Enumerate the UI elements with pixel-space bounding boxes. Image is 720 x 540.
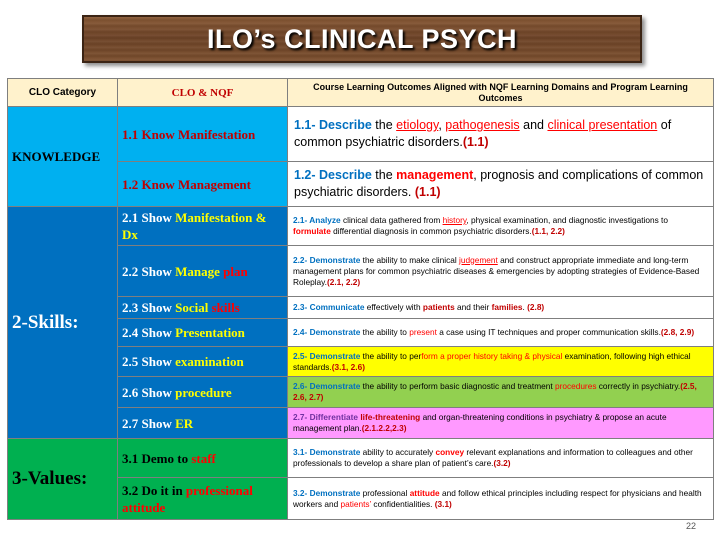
clo-label: 2.4 Show [122, 325, 176, 340]
outcome-ref: (3.1) [434, 498, 452, 509]
clo-label: 2.7 Show [122, 415, 176, 431]
outcome-verb: 2.1- Analyze [293, 215, 341, 225]
clo-label: 2.3 Show [122, 300, 176, 315]
outcome-text: professional [360, 487, 410, 498]
outcome-keyword: families [491, 302, 523, 312]
table-header-row [8, 79, 714, 107]
clo-2-1 [118, 207, 288, 246]
slide-title: ILO’s CLINICAL PSYCH [206, 23, 518, 54]
clo-label: 3.1 Demo to [122, 450, 192, 466]
outcome-keyword: history [442, 215, 467, 225]
outcome-verb: 2.5- Demonstrate [293, 350, 361, 361]
outcome-ref: (3.1, 2.6) [331, 361, 365, 372]
outcome-text: differential diagnosis in common psychiatric disorders. [330, 226, 532, 236]
clo-2-3 [118, 297, 288, 319]
outcome-verb: 1.2- Describe [294, 168, 372, 182]
outcome-keyword: life-threatening [360, 412, 421, 422]
clo-2-4 [118, 319, 288, 347]
category-skills: 2-Skills: [8, 207, 118, 439]
outcome-text: the ability to perform basic diagnostic and treatment [360, 381, 555, 391]
outcome-text: a case using IT techniques and proper communication skills. [436, 327, 661, 337]
clo-keyword: professional attitude [122, 482, 253, 515]
outcome-text: examination, following high ethical standards. [293, 350, 691, 372]
outcome-text: the ability to [360, 327, 410, 337]
outcome-2-3 [288, 297, 714, 319]
outcome-ref: (3.2) [493, 458, 511, 468]
outcome-keyword: clinical presentation [547, 118, 658, 132]
outcome-keyword: procedures [554, 381, 597, 391]
outcome-ref: (2.1.2.2,2.3) [361, 423, 407, 433]
outcome-text: the [371, 168, 397, 182]
outcome-2-6 [288, 377, 714, 408]
outcome-keyword: management [396, 168, 474, 182]
outcome-verb: 2.3- Communicate [293, 302, 365, 312]
outcome-text: and organ-threatening conditions in psychiatry & propose an acute management plan. [293, 412, 667, 433]
clo-label: 2.2 Show [122, 263, 176, 279]
outcome-text: the ability to make clinical [360, 254, 460, 265]
outcome-ref: (1.1) [414, 185, 441, 199]
category-knowledge: KNOWLEDGE [8, 107, 118, 207]
outcome-text: ability to accurately [360, 447, 436, 457]
clo-2-7 [118, 408, 288, 439]
clo-label: 1.2 Know Management [122, 176, 251, 192]
header-category: CLO Category [8, 79, 118, 107]
outcome-text: the ability to per [360, 350, 422, 361]
outcome-keyword: convey [435, 447, 465, 457]
outcome-text: correctly in psychiatry. [596, 381, 681, 391]
outcome-text: , prognosis and complications of common psychiatric disorders. [294, 168, 704, 199]
page-number: 22 [685, 521, 696, 531]
outcome-keyword: formulate [293, 226, 331, 236]
clo-keyword: skills [211, 300, 240, 315]
clo-keyword: ER [175, 415, 194, 431]
outcome-keyword: patients’ [340, 498, 372, 509]
clo-label: 3.2 Do it in [122, 482, 186, 498]
outcome-text: and their [454, 302, 492, 312]
outcome-ref: (1.1) [462, 135, 489, 149]
clo-keyword: plan [223, 263, 248, 279]
clo-3-1 [118, 439, 288, 478]
header-clo-nqf: CLO & NQF [118, 79, 288, 107]
table-row [8, 439, 714, 478]
clo-2-5 [118, 347, 288, 377]
ilo-table [7, 78, 714, 520]
clo-keyword: Manage [175, 263, 224, 279]
outcome-1-1 [288, 107, 714, 162]
clo-keyword: Manifestation & Dx [122, 210, 267, 242]
clo-keyword: staff [191, 450, 216, 466]
outcome-ref: (2.8, 2.9) [660, 327, 695, 337]
outcome-keyword: judgement [459, 254, 498, 265]
clo-1-2 [118, 162, 288, 207]
outcome-2-1 [288, 207, 714, 246]
outcome-text: and construct appropriate immediate and long-term management plans for common psychiatric diseases & emergencies by adopting strategies of Evidence-Based Roleplay. [293, 254, 700, 287]
clo-label: 2.5 Show [122, 354, 176, 369]
outcome-2-5 [288, 347, 714, 377]
outcome-text: relevant explanations and information to colleagues and other professionals to develop a share plan of patient’s care. [293, 447, 693, 468]
table-row [8, 207, 714, 246]
outcome-verb: 3.1- Demonstrate [293, 447, 361, 457]
outcome-2-4 [288, 319, 714, 347]
outcome-ref: (2.8) [527, 302, 545, 312]
clo-3-2 [118, 478, 288, 520]
outcome-text: of common psychiatric disorders. [294, 118, 672, 149]
outcome-verb: 2.6- Demonstrate [293, 381, 361, 391]
category-values: 3-Values: [8, 439, 118, 520]
header-outcomes: Course Learning Outcomes Aligned with NQF Learning Domains and Program Learning Outcomes [288, 79, 714, 107]
clo-keyword: procedure [175, 384, 232, 400]
outcome-ref: (1.1, 2.2) [531, 226, 565, 236]
outcome-text: and [519, 118, 548, 132]
outcome-verb: 3.2- Demonstrate [293, 487, 361, 498]
table-row [8, 107, 714, 162]
outcome-text: . [522, 302, 528, 312]
clo-2-6 [118, 377, 288, 408]
title-banner [82, 15, 642, 63]
outcome-verb: 2.7- Differentiate [293, 412, 359, 422]
outcome-keyword: present [409, 327, 437, 337]
outcome-3-2 [288, 478, 714, 520]
outcome-text: and follow ethical principles including respect for physicians and health workers and [293, 487, 702, 509]
outcome-keyword: patients [422, 302, 455, 312]
outcome-text: clinical data gathered from [340, 215, 443, 225]
clo-label: 1.1 Know Manifestation [122, 126, 256, 142]
outcome-text: , [438, 118, 446, 132]
outcome-text: confidentialities. [371, 498, 435, 509]
clo-1-1 [118, 107, 288, 162]
outcome-2-7 [288, 408, 714, 439]
outcome-keyword: attitude [409, 487, 440, 498]
outcome-ref: (2.1, 2.2) [326, 276, 361, 287]
clo-2-2 [118, 246, 288, 297]
outcome-verb: 2.2- Demonstrate [293, 254, 361, 265]
outcome-text: the [371, 118, 397, 132]
outcome-ref: (2.5, 2.6, 2.7) [293, 381, 697, 402]
outcome-3-1 [288, 439, 714, 478]
clo-label: 2.6 Show [122, 384, 176, 400]
outcome-verb: 1.1- Describe [294, 118, 372, 132]
clo-keyword: examination [175, 354, 244, 369]
outcome-text: , physical examination, and diagnostic investigations to [466, 215, 668, 225]
clo-keyword: Social [175, 300, 212, 315]
outcome-keyword: pathogenesis [445, 118, 520, 132]
clo-keyword: Presentation [175, 325, 245, 340]
outcome-2-2 [288, 246, 714, 297]
outcome-keyword: form a proper history taking & physical [421, 350, 563, 361]
outcome-keyword: etiology [396, 118, 439, 132]
outcome-1-2 [288, 162, 714, 207]
outcome-verb: 2.4- Demonstrate [293, 327, 361, 337]
clo-label: 2.1 Show [122, 210, 176, 225]
outcome-text: effectively with [364, 302, 423, 312]
